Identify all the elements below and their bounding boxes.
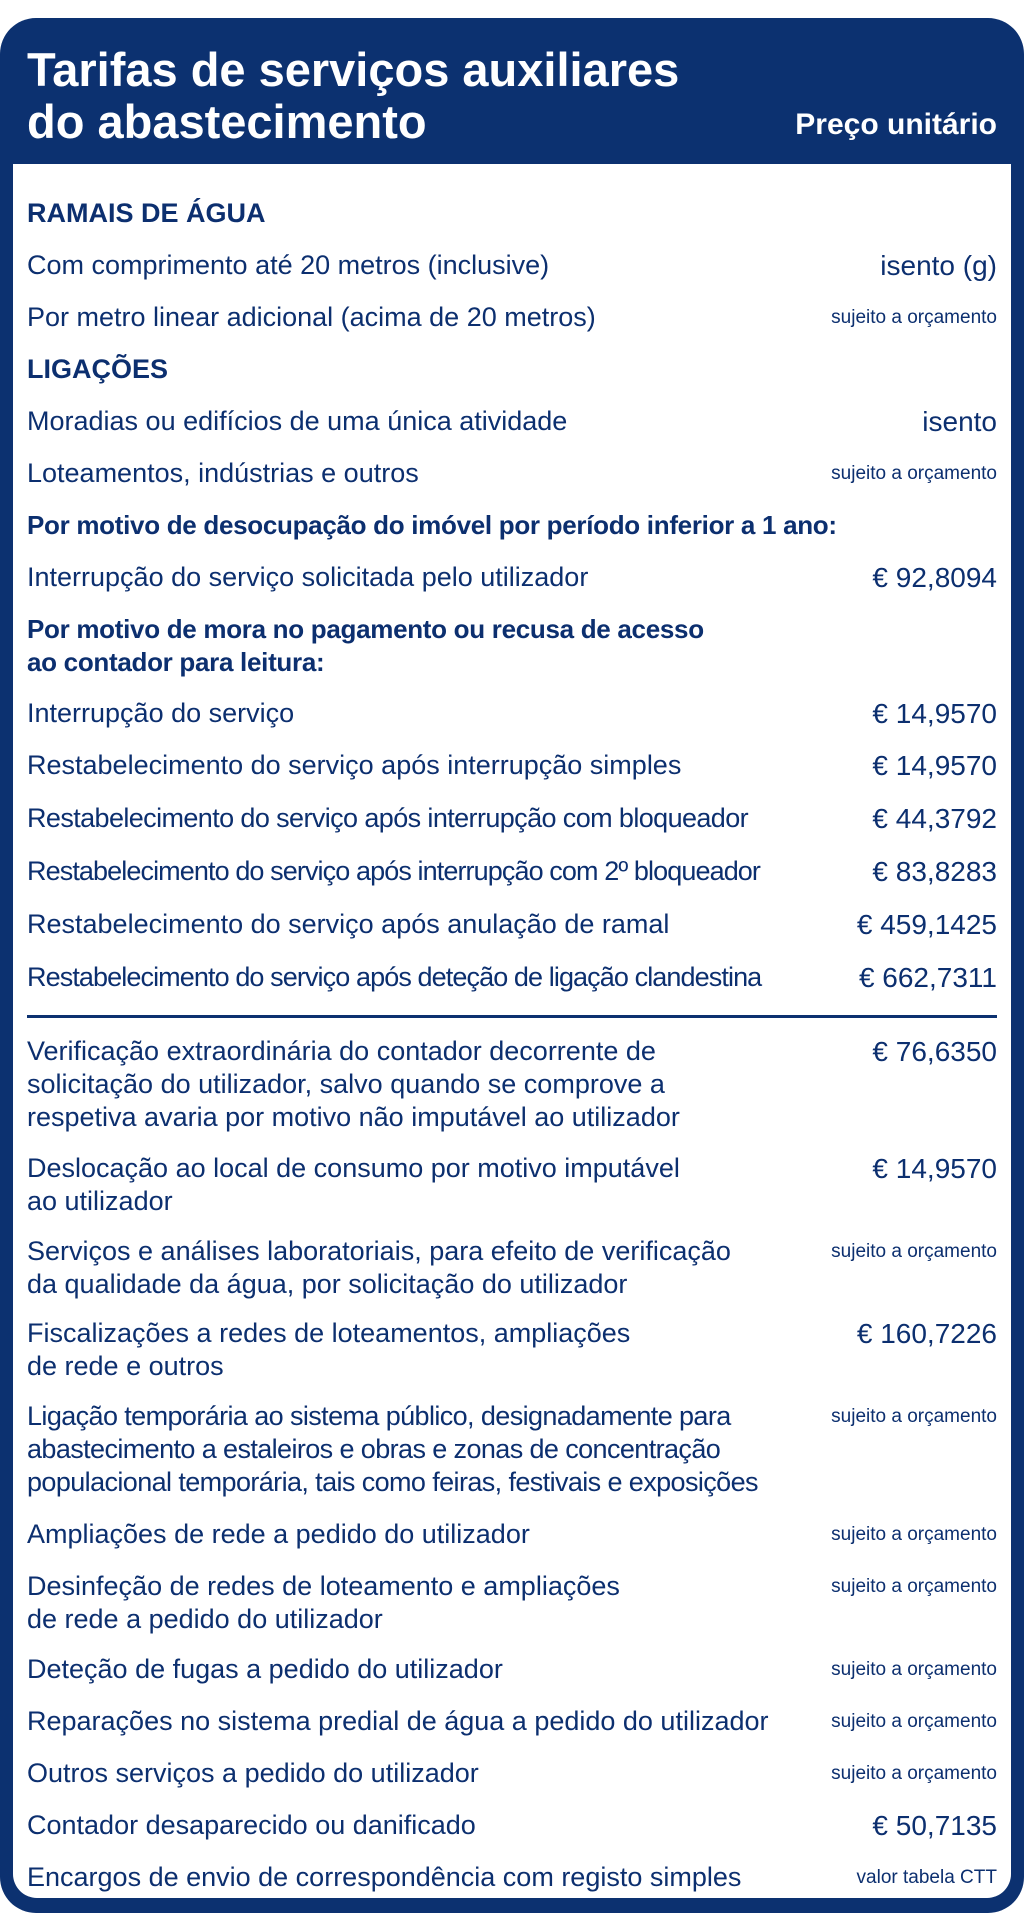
row-label-line: da qualidade da água, por solicitação do utilizador — [27, 1269, 628, 1299]
row-label: Restabelecimento do serviço após anulação de ramal — [27, 909, 670, 939]
row-price: € 160,7226 — [856, 1318, 997, 1349]
row-price: € 76,6350 — [872, 1036, 997, 1067]
row-price: € 83,8283 — [872, 856, 997, 887]
unit-price-column-label: Preço unitário — [795, 108, 997, 141]
row-price: sujeito a orçamento — [831, 1406, 997, 1427]
row-label-line: solicitação do utilizador, salvo quando se comprove a — [27, 1069, 665, 1099]
row-price: sujeito a orçamento — [831, 463, 997, 484]
row-label: Moradias ou edifícios de uma única atividade — [27, 406, 568, 436]
row-price: € 14,9570 — [872, 750, 997, 781]
table-row — [27, 301, 997, 334]
row-price: € 14,9570 — [872, 1153, 997, 1184]
row-label: Contador desaparecido ou danificado — [27, 1810, 476, 1840]
table-row — [27, 1809, 997, 1842]
table-row — [27, 908, 997, 941]
table-row — [27, 1035, 997, 1134]
subsection-heading-line-2: ao contador para leitura: — [27, 647, 325, 677]
table-row — [27, 249, 997, 282]
table-row — [27, 855, 997, 888]
row-label-line: Serviços e análises laboratoriais, para efeito de verificação — [27, 1236, 731, 1266]
subsection-heading-label — [27, 613, 704, 679]
row-label-line: de rede e outros — [27, 1351, 224, 1381]
tariff-table — [13, 164, 1011, 1898]
row-label: Ampliações de rede a pedido do utilizador — [27, 1519, 530, 1549]
table-row — [27, 561, 997, 594]
row-label: Deteção de fugas a pedido do utilizador — [27, 1654, 503, 1684]
row-label: Reparações no sistema predial de água a pedido do utilizador — [27, 1706, 769, 1736]
row-label — [27, 1235, 731, 1301]
row-label-line: Verificação extraordinária do contador decorrente de — [27, 1036, 656, 1066]
row-label: Interrupção do serviço — [27, 698, 295, 728]
row-price: € 459,1425 — [856, 909, 997, 940]
row-label: Loteamentos, indústrias e outros — [27, 458, 419, 488]
row-label: Restabelecimento do serviço após interrupção com bloqueador — [27, 803, 749, 833]
section-heading-label: LIGAÇÕES — [27, 354, 169, 384]
row-price: € 14,9570 — [872, 698, 997, 729]
row-label: Por metro linear adicional (acima de 20 metros) — [27, 302, 596, 332]
row-label — [27, 1317, 630, 1383]
table-row — [27, 1400, 997, 1499]
row-label — [27, 1400, 758, 1499]
row-label — [27, 1035, 680, 1134]
table-row — [27, 1317, 997, 1383]
title-line-1: Tarifas de serviços auxiliares — [27, 43, 680, 96]
table-row — [27, 1152, 997, 1218]
row-label: Restabelecimento do serviço após deteção de ligação clandestina — [27, 962, 762, 992]
row-price: sujeito a orçamento — [831, 307, 997, 328]
row-label-line: de rede a pedido do utilizador — [27, 1604, 383, 1634]
table-row — [27, 1705, 997, 1738]
title-line-2: do abastecimento — [27, 95, 427, 148]
row-label: Interrupção do serviço solicitada pelo utilizador — [27, 562, 589, 592]
row-label-line: abastecimento a estaleiros e obras e zonas de concentração — [27, 1434, 721, 1464]
table-row — [27, 1861, 997, 1894]
table-row — [27, 749, 997, 782]
row-label — [27, 1570, 620, 1636]
card-header — [0, 18, 1024, 164]
row-price: sujeito a orçamento — [831, 1241, 997, 1262]
row-price: valor tabela CTT — [856, 1867, 997, 1888]
row-price: € 44,3792 — [872, 803, 997, 834]
row-price: € 662,7311 — [858, 962, 997, 993]
row-price: isento (g) — [880, 250, 997, 281]
row-label-line: respetiva avaria por motivo não imputável ao utilizador — [27, 1102, 680, 1132]
subsection-heading-label: Por motivo de desocupação do imóvel por período inferior a 1 ano: — [27, 510, 837, 540]
section-heading-ramais — [27, 197, 997, 230]
row-price: sujeito a orçamento — [831, 1576, 997, 1597]
row-price: isento — [922, 406, 997, 437]
row-label-line: Desinfeção de redes de loteamento e ampliações — [27, 1571, 620, 1601]
row-label: Outros serviços a pedido do utilizador — [27, 1758, 479, 1788]
row-label: Encargos de envio de correspondência com registo simples — [27, 1862, 742, 1892]
table-row — [27, 405, 997, 438]
table-row — [27, 802, 997, 835]
subsection-heading-mora — [27, 613, 997, 679]
row-label: Restabelecimento do serviço após interrupção com 2º bloqueador — [27, 856, 761, 886]
table-row — [27, 1235, 997, 1301]
row-price: sujeito a orçamento — [831, 1659, 997, 1680]
subsection-heading-desocupacao — [27, 509, 997, 542]
subsection-heading-line-1: Por motivo de mora no pagamento ou recusa de acesso — [27, 614, 704, 644]
row-price: sujeito a orçamento — [831, 1763, 997, 1784]
page-title — [27, 44, 679, 148]
row-label-line: Ligação temporária ao sistema público, designadamente para — [27, 1401, 731, 1431]
row-label: Restabelecimento do serviço após interrupção simples — [27, 750, 682, 780]
table-row — [27, 1757, 997, 1790]
table-row — [27, 1653, 997, 1686]
row-price: sujeito a orçamento — [831, 1711, 997, 1732]
row-price: € 50,7135 — [872, 1810, 997, 1841]
row-price: sujeito a orçamento — [831, 1524, 997, 1545]
row-label-line: populacional temporária, tais como feiras, festivais e exposições — [27, 1467, 758, 1497]
row-label — [27, 1152, 680, 1218]
row-price: € 92,8094 — [872, 562, 997, 593]
table-row — [27, 457, 997, 490]
table-row — [27, 961, 997, 994]
row-label-line: Deslocação ao local de consumo por motivo imputável — [27, 1153, 680, 1183]
tariff-card — [0, 18, 1024, 1913]
row-label: Com comprimento até 20 metros (inclusive) — [27, 250, 550, 280]
table-row — [27, 1518, 997, 1551]
section-divider — [27, 1015, 997, 1018]
table-row — [27, 697, 997, 730]
table-row — [27, 1570, 997, 1636]
section-heading-ligacoes — [27, 353, 997, 386]
section-heading-label: RAMAIS DE ÁGUA — [27, 198, 266, 228]
row-label-line: ao utilizador — [27, 1186, 173, 1216]
row-label-line: Fiscalizações a redes de loteamentos, ampliações — [27, 1318, 631, 1348]
